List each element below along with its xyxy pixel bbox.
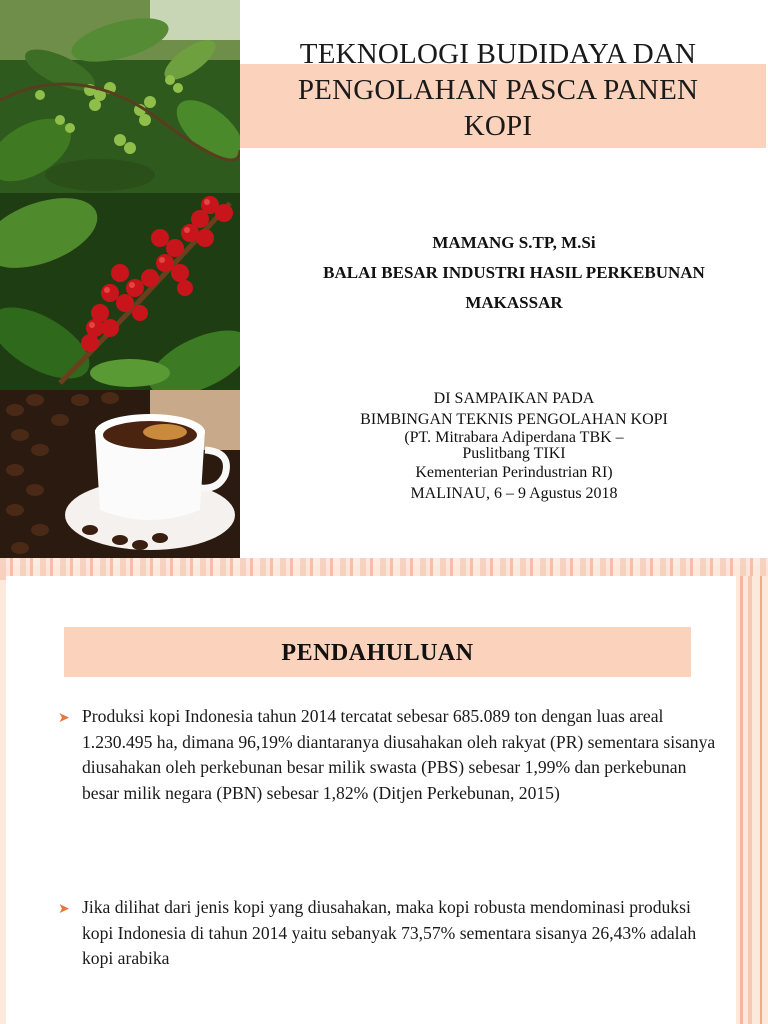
slide-title bbox=[248, 36, 748, 144]
title-line: KOPI bbox=[463, 110, 533, 142]
author-name: MAMANG S.TP, M.Si bbox=[432, 233, 596, 252]
author-city: MAKASSAR bbox=[465, 293, 563, 312]
event-line: DI SAMPAIKAN PADA bbox=[433, 390, 595, 407]
arrow-right-icon: ➤ bbox=[58, 711, 70, 726]
coffee-cup-photo bbox=[0, 390, 240, 558]
event-line: MALINAU, 6 – 9 Agustus 2018 bbox=[410, 485, 618, 502]
arrow-right-icon: ➤ bbox=[58, 902, 70, 917]
title-line: PENGOLAHAN PASCA PANEN bbox=[297, 74, 699, 106]
bullet-text: Jika dilihat dari jenis kopi yang diusahakan, maka kopi robusta mendominasi produksi kopi Indonesia di tahun 2014 yaitu sebanyak 73,57% sementara sisanya 26,43% adalah kopi arabika bbox=[82, 897, 697, 968]
author-institution: BALAI BESAR INDUSTRI HASIL PERKEBUNAN bbox=[323, 263, 705, 282]
event-line: (PT. Mitrabara Adiperdana TBK – bbox=[404, 429, 624, 446]
event-line: BIMBINGAN TEKNIS PENGOLAHAN KOPI bbox=[360, 411, 668, 428]
section-title: PENDAHULUAN bbox=[281, 640, 474, 666]
event-line: Puslitbang TIKI bbox=[462, 445, 566, 462]
author-block bbox=[250, 228, 768, 318]
coffee-plant-photo bbox=[0, 0, 240, 193]
event-line: Kementerian Perindustrian RI) bbox=[415, 464, 613, 481]
list-item bbox=[58, 895, 718, 972]
decorative-stripes bbox=[736, 576, 768, 1024]
red-coffee-cherries-photo bbox=[0, 193, 240, 390]
title-line: TEKNOLOGI BUDIDAYA DAN bbox=[299, 38, 697, 70]
list-item bbox=[58, 704, 718, 806]
event-info bbox=[266, 388, 762, 504]
bullet-text: Produksi kopi Indonesia tahun 2014 tercatat sebesar 685.089 ton dengan luas areal 1.230.495 ha, dimana 96,19% diantaranya diusahakan oleh rakyat (PR) sementara sisanya diusahakan oleh perkebunan besar milik swasta (PBS) sebesar 1,99% dan perkebunan besar milik negara (PBN) sebesar 1,82% (Ditjen Perkebunan, 2015) bbox=[82, 706, 716, 803]
